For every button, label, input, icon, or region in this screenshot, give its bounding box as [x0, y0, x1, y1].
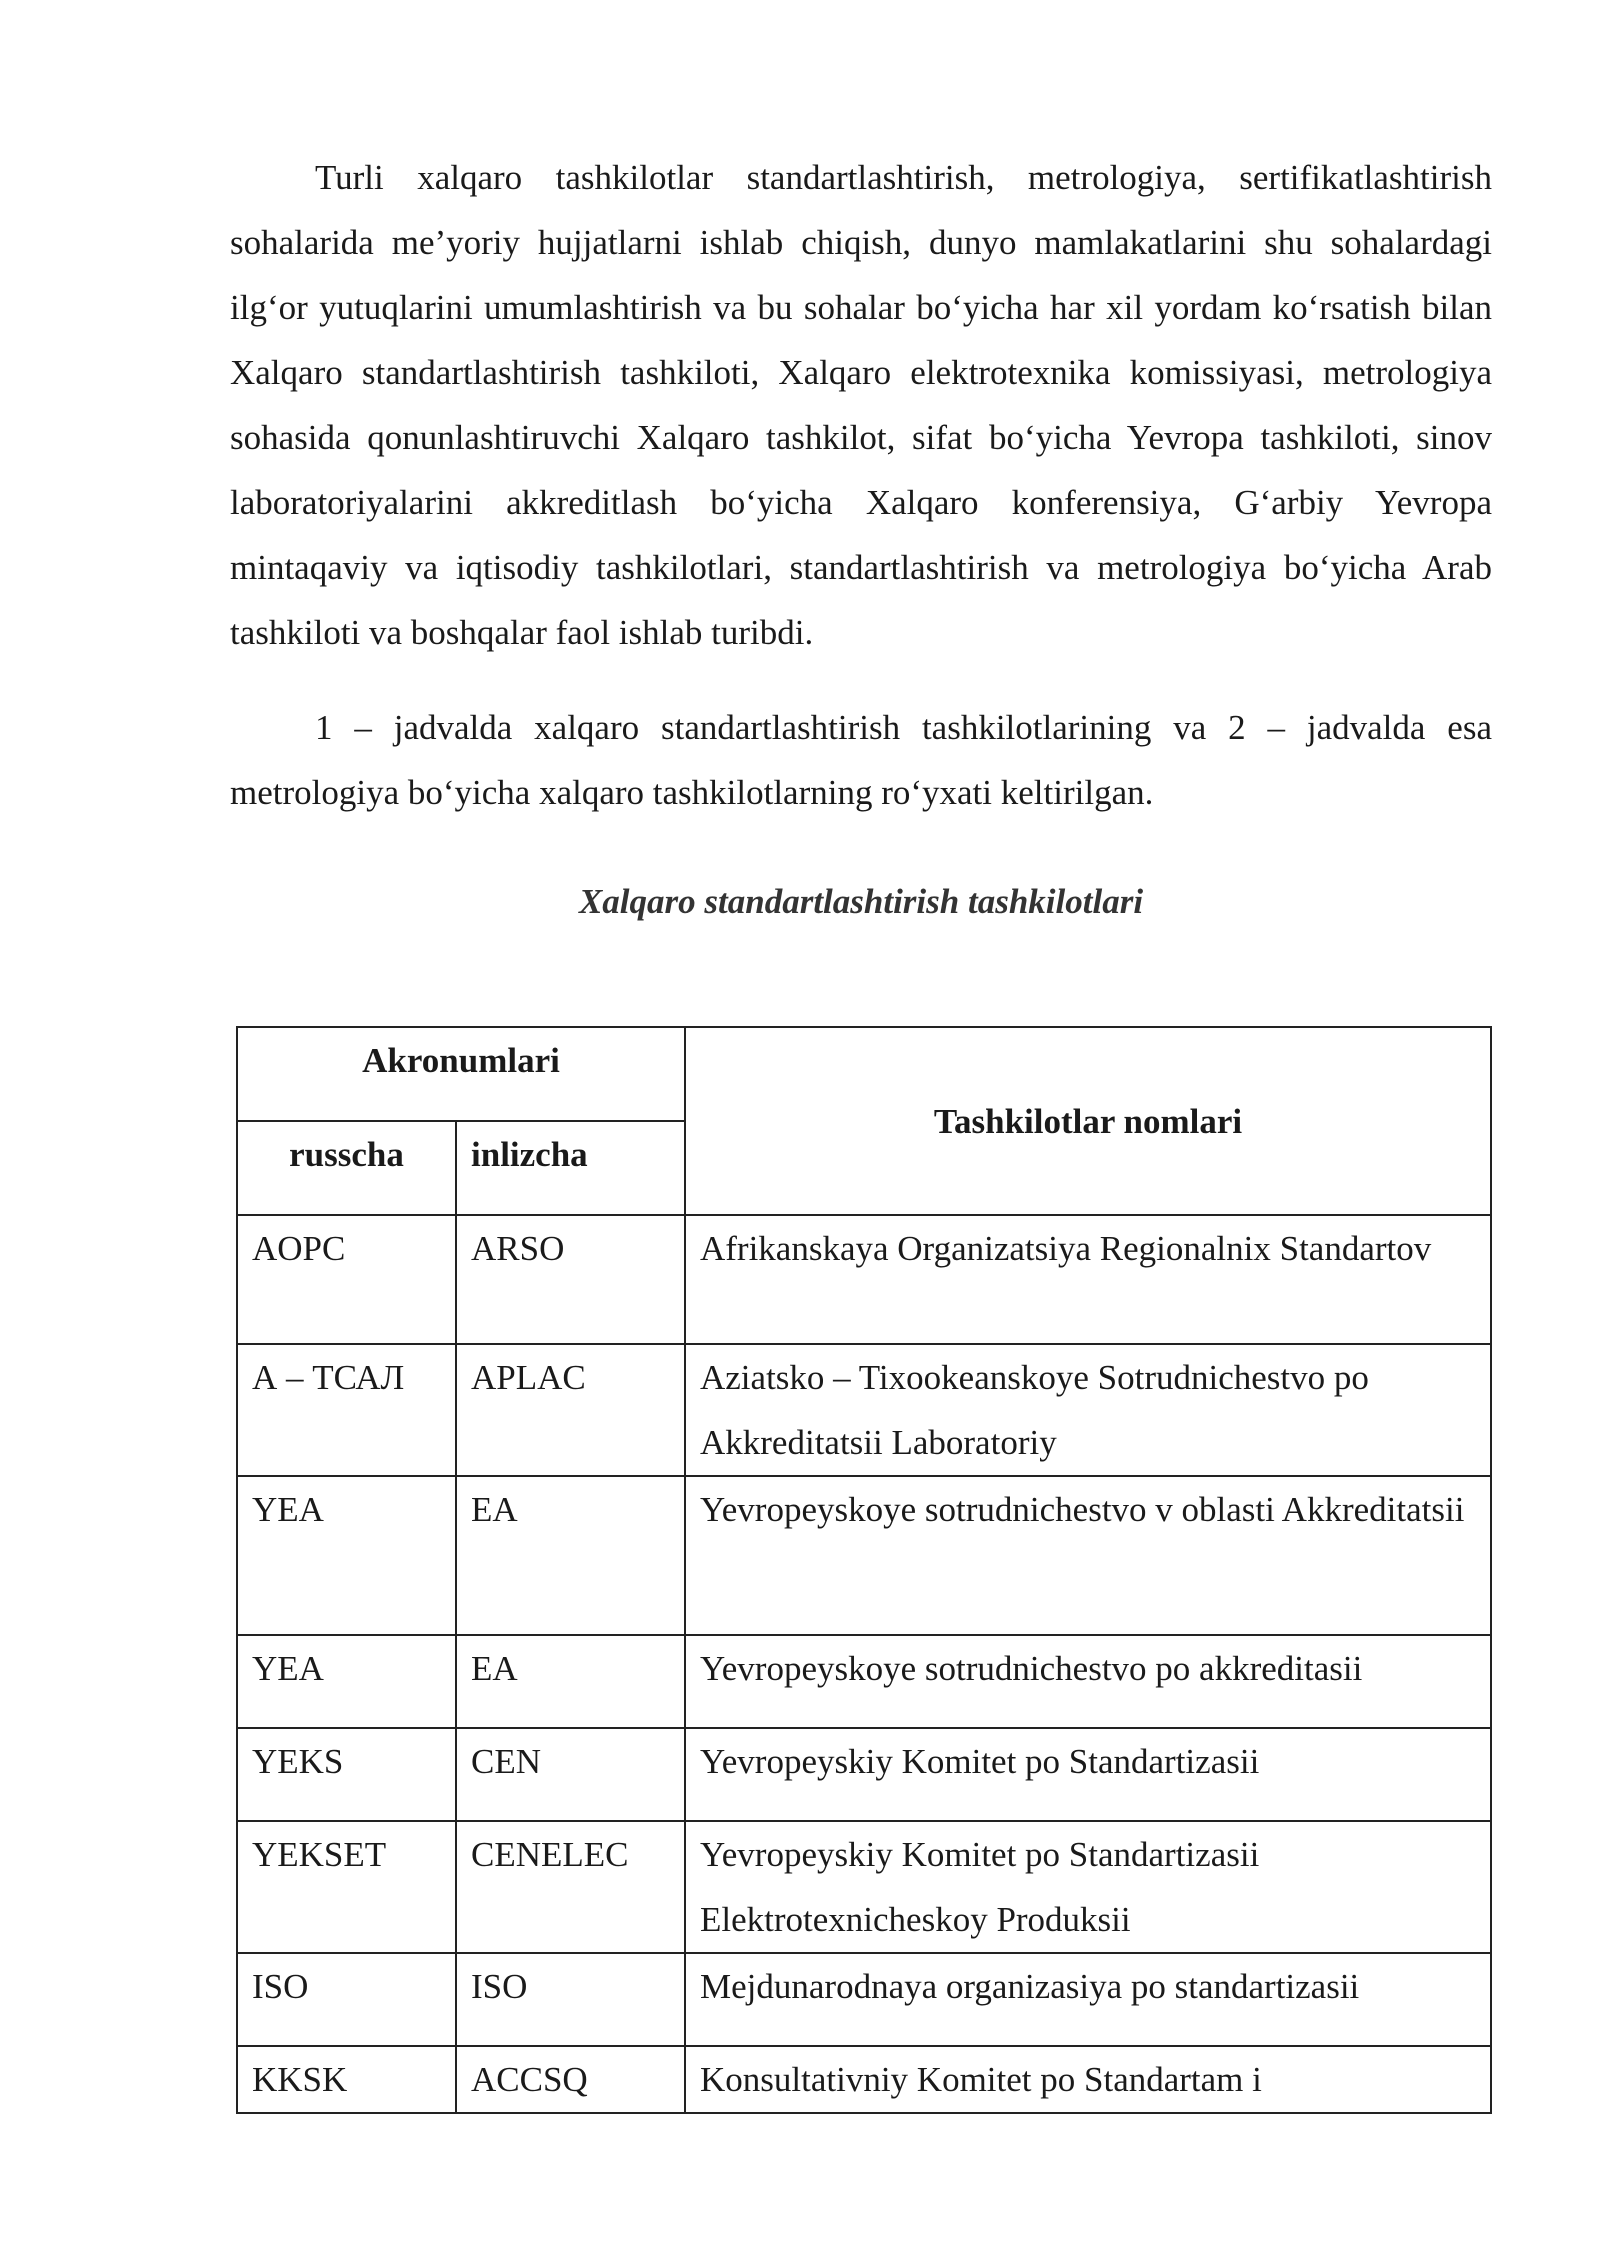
cell-english-acronym: CENELEC	[456, 1821, 685, 1953]
table-row	[237, 1476, 1491, 1635]
cell-english-acronym: CEN	[456, 1728, 685, 1821]
cell-organization-name: Aziatsko – Tixookeanskoye Sotrudnichestvo po Akkreditatsii Laboratoriy	[685, 1344, 1491, 1476]
cell-english-acronym: ARSO	[456, 1215, 685, 1344]
cell-organization-name: Yevropeyskiy Komitet po Standartizasii Elektrotexnicheskoy Produksii	[685, 1821, 1491, 1953]
header-acronyms: Akronumlari	[237, 1027, 685, 1121]
cell-english-acronym: APLAC	[456, 1344, 685, 1476]
organizations-table	[236, 1026, 1492, 2114]
intro-paragraph-1: Turli xalqaro tashkilotlar standartlashtirish, metrologiya, sertifikatlashtirish sohalarida me’yoriy hujjatlarni ishlab chiqish, dunyo mamlakatlarini shu sohalardagi ilg‘or yutuqlarini umumlashtirish va bu sohalar bo‘yicha har xil yordam ko‘rsatish bilan Xalqaro standartlashtirish tashkiloti, Xalqaro elektrotexnika komissiyasi, metrologiya sohasida qonunlashtiruvchi Xalqaro tashkilot, sifat bo‘yicha Yevropa tashkiloti, sinov laboratoriyalarini akkreditlash bo‘yicha Xalqaro konferensiya, G‘arbiy Yevropa mintaqaviy va iqtisodiy tashkilotlari, standartlashtirish va metrologiya bo‘yicha Arab tashkiloti va boshqalar faol ishlab turibdi.	[230, 158, 1492, 652]
table-row	[237, 1821, 1491, 1953]
cell-russian-acronym: YEKSET	[237, 1821, 456, 1953]
cell-organization-name: Yevropeyskoye sotrudnichestvo v oblasti Akkreditatsii	[685, 1476, 1491, 1635]
header-english: inlizcha	[456, 1121, 685, 1215]
cell-russian-acronym: KKSK	[237, 2046, 456, 2113]
table-row	[237, 1344, 1491, 1476]
cell-english-acronym: EA	[456, 1635, 685, 1728]
cell-russian-acronym: YEKS	[237, 1728, 456, 1821]
table-row	[237, 2046, 1491, 2113]
cell-russian-acronym: А – ТСАЛ	[237, 1344, 456, 1476]
intro-paragraph-2: 1 – jadvalda xalqaro standartlashtirish tashkilotlarining va 2 – jadvalda esa metrologiya bo‘yicha xalqaro tashkilotlarning ro‘yxati keltirilgan.	[230, 708, 1492, 812]
cell-english-acronym: ACCSQ	[456, 2046, 685, 2113]
cell-russian-acronym: AOPC	[237, 1215, 456, 1344]
table-caption: Xalqaro standartlashtirish tashkilotlari	[578, 882, 1144, 921]
header-organization-names: Tashkilotlar nomlari	[685, 1027, 1491, 1215]
cell-russian-acronym: ISO	[237, 1953, 456, 2046]
header-russian: russcha	[237, 1121, 456, 1215]
table-row	[237, 1953, 1491, 2046]
cell-russian-acronym: YEA	[237, 1476, 456, 1635]
cell-organization-name: Yevropeyskoye sotrudnichestvo po akkreditasii	[685, 1635, 1491, 1728]
cell-organization-name: Yevropeyskiy Komitet po Standartizasii	[685, 1728, 1491, 1821]
cell-english-acronym: ISO	[456, 1953, 685, 2046]
table-row	[237, 1635, 1491, 1728]
cell-russian-acronym: YEA	[237, 1635, 456, 1728]
cell-organization-name: Afrikanskaya Organizatsiya Regionalnix Standartov	[685, 1215, 1491, 1344]
cell-english-acronym: EA	[456, 1476, 685, 1635]
table-header-row-1	[237, 1027, 1491, 1121]
document-page	[230, 145, 1492, 942]
cell-organization-name: Konsultativniy Komitet po Standartam i	[685, 2046, 1491, 2113]
cell-organization-name: Mejdunarodnaya organizasiya po standartizasii	[685, 1953, 1491, 2046]
table-row	[237, 1728, 1491, 1821]
table-row	[237, 1215, 1491, 1344]
